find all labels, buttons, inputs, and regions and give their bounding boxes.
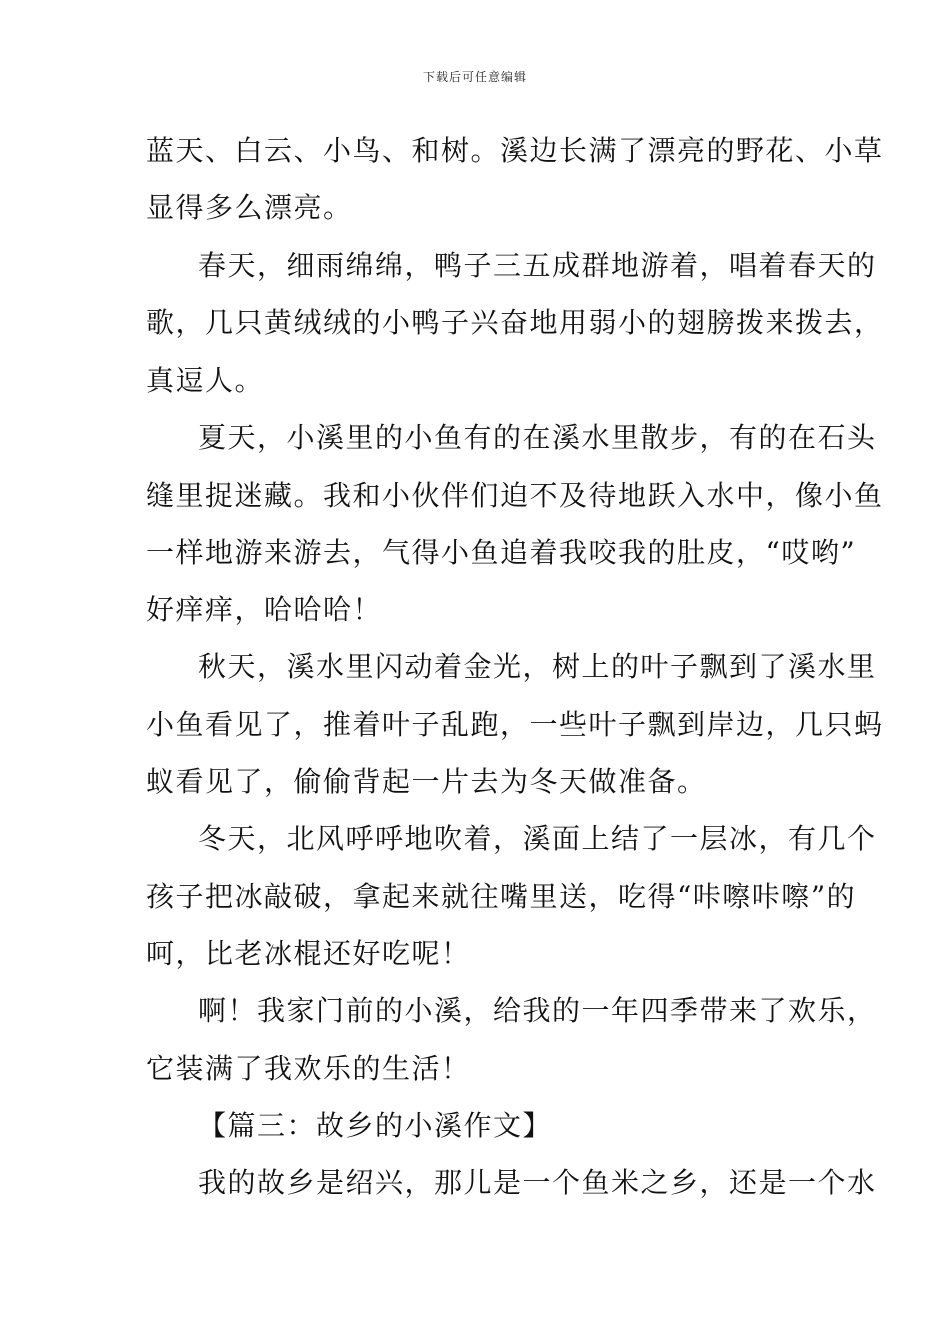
text-line: 真逗人。 xyxy=(146,364,265,397)
text-line: 呵，比老冰棍还好吃呢！ xyxy=(146,937,471,970)
text-line: 蚁看见了，偷偷背起一片去为冬天做准备。 xyxy=(146,765,707,798)
paragraph-start-line: 我的故乡是绍兴，那儿是一个鱼米之乡，还是一个水 xyxy=(198,1166,877,1199)
paragraph-start-line: 秋天，溪水里闪动着金光，树上的叶子飘到了溪水里 xyxy=(198,650,877,683)
text-line: 孩子把冰敲破，拿起来就往嘴里送，吃得“咔嚓咔嚓”的 xyxy=(146,880,857,913)
text-line: 缝里捉迷藏。我和小伙伴们迫不及待地跃入水中，像小鱼 xyxy=(146,479,884,512)
text-line: 它装满了我欢乐的生活！ xyxy=(146,1052,471,1085)
header-note: 下载后可任意编辑 xyxy=(422,70,527,84)
section-heading: 【篇三：故乡的小溪作文】 xyxy=(198,1109,553,1142)
text-line: 一样地游来游去，气得小鱼追着我咬我的肚皮，“哎哟” xyxy=(146,536,857,569)
paragraph-start-line: 春天，细雨绵绵，鸭子三五成群地游着，唱着春天的 xyxy=(198,249,877,282)
text-line: 蓝天、白云、小鸟、和树。溪边长满了漂亮的野花、小草 xyxy=(146,134,884,167)
text-line: 好痒痒，哈哈哈！ xyxy=(146,593,383,626)
paragraph-start-line: 啊！我家门前的小溪，给我的一年四季带来了欢乐， xyxy=(198,994,877,1027)
text-line: 显得多么漂亮。 xyxy=(146,191,353,224)
paragraph-start-line: 夏天，小溪里的小鱼有的在溪水里散步，有的在石头 xyxy=(198,421,877,454)
text-line: 小鱼看见了，推着叶子乱跑，一些叶子飘到岸边，几只蚂 xyxy=(146,708,884,741)
text-line: 歌，几只黄绒绒的小鸭子兴奋地用弱小的翅膀拨来拨去， xyxy=(146,306,884,339)
paragraph-start-line: 冬天，北风呼呼地吹着，溪面上结了一层冰，有几个 xyxy=(198,822,877,855)
